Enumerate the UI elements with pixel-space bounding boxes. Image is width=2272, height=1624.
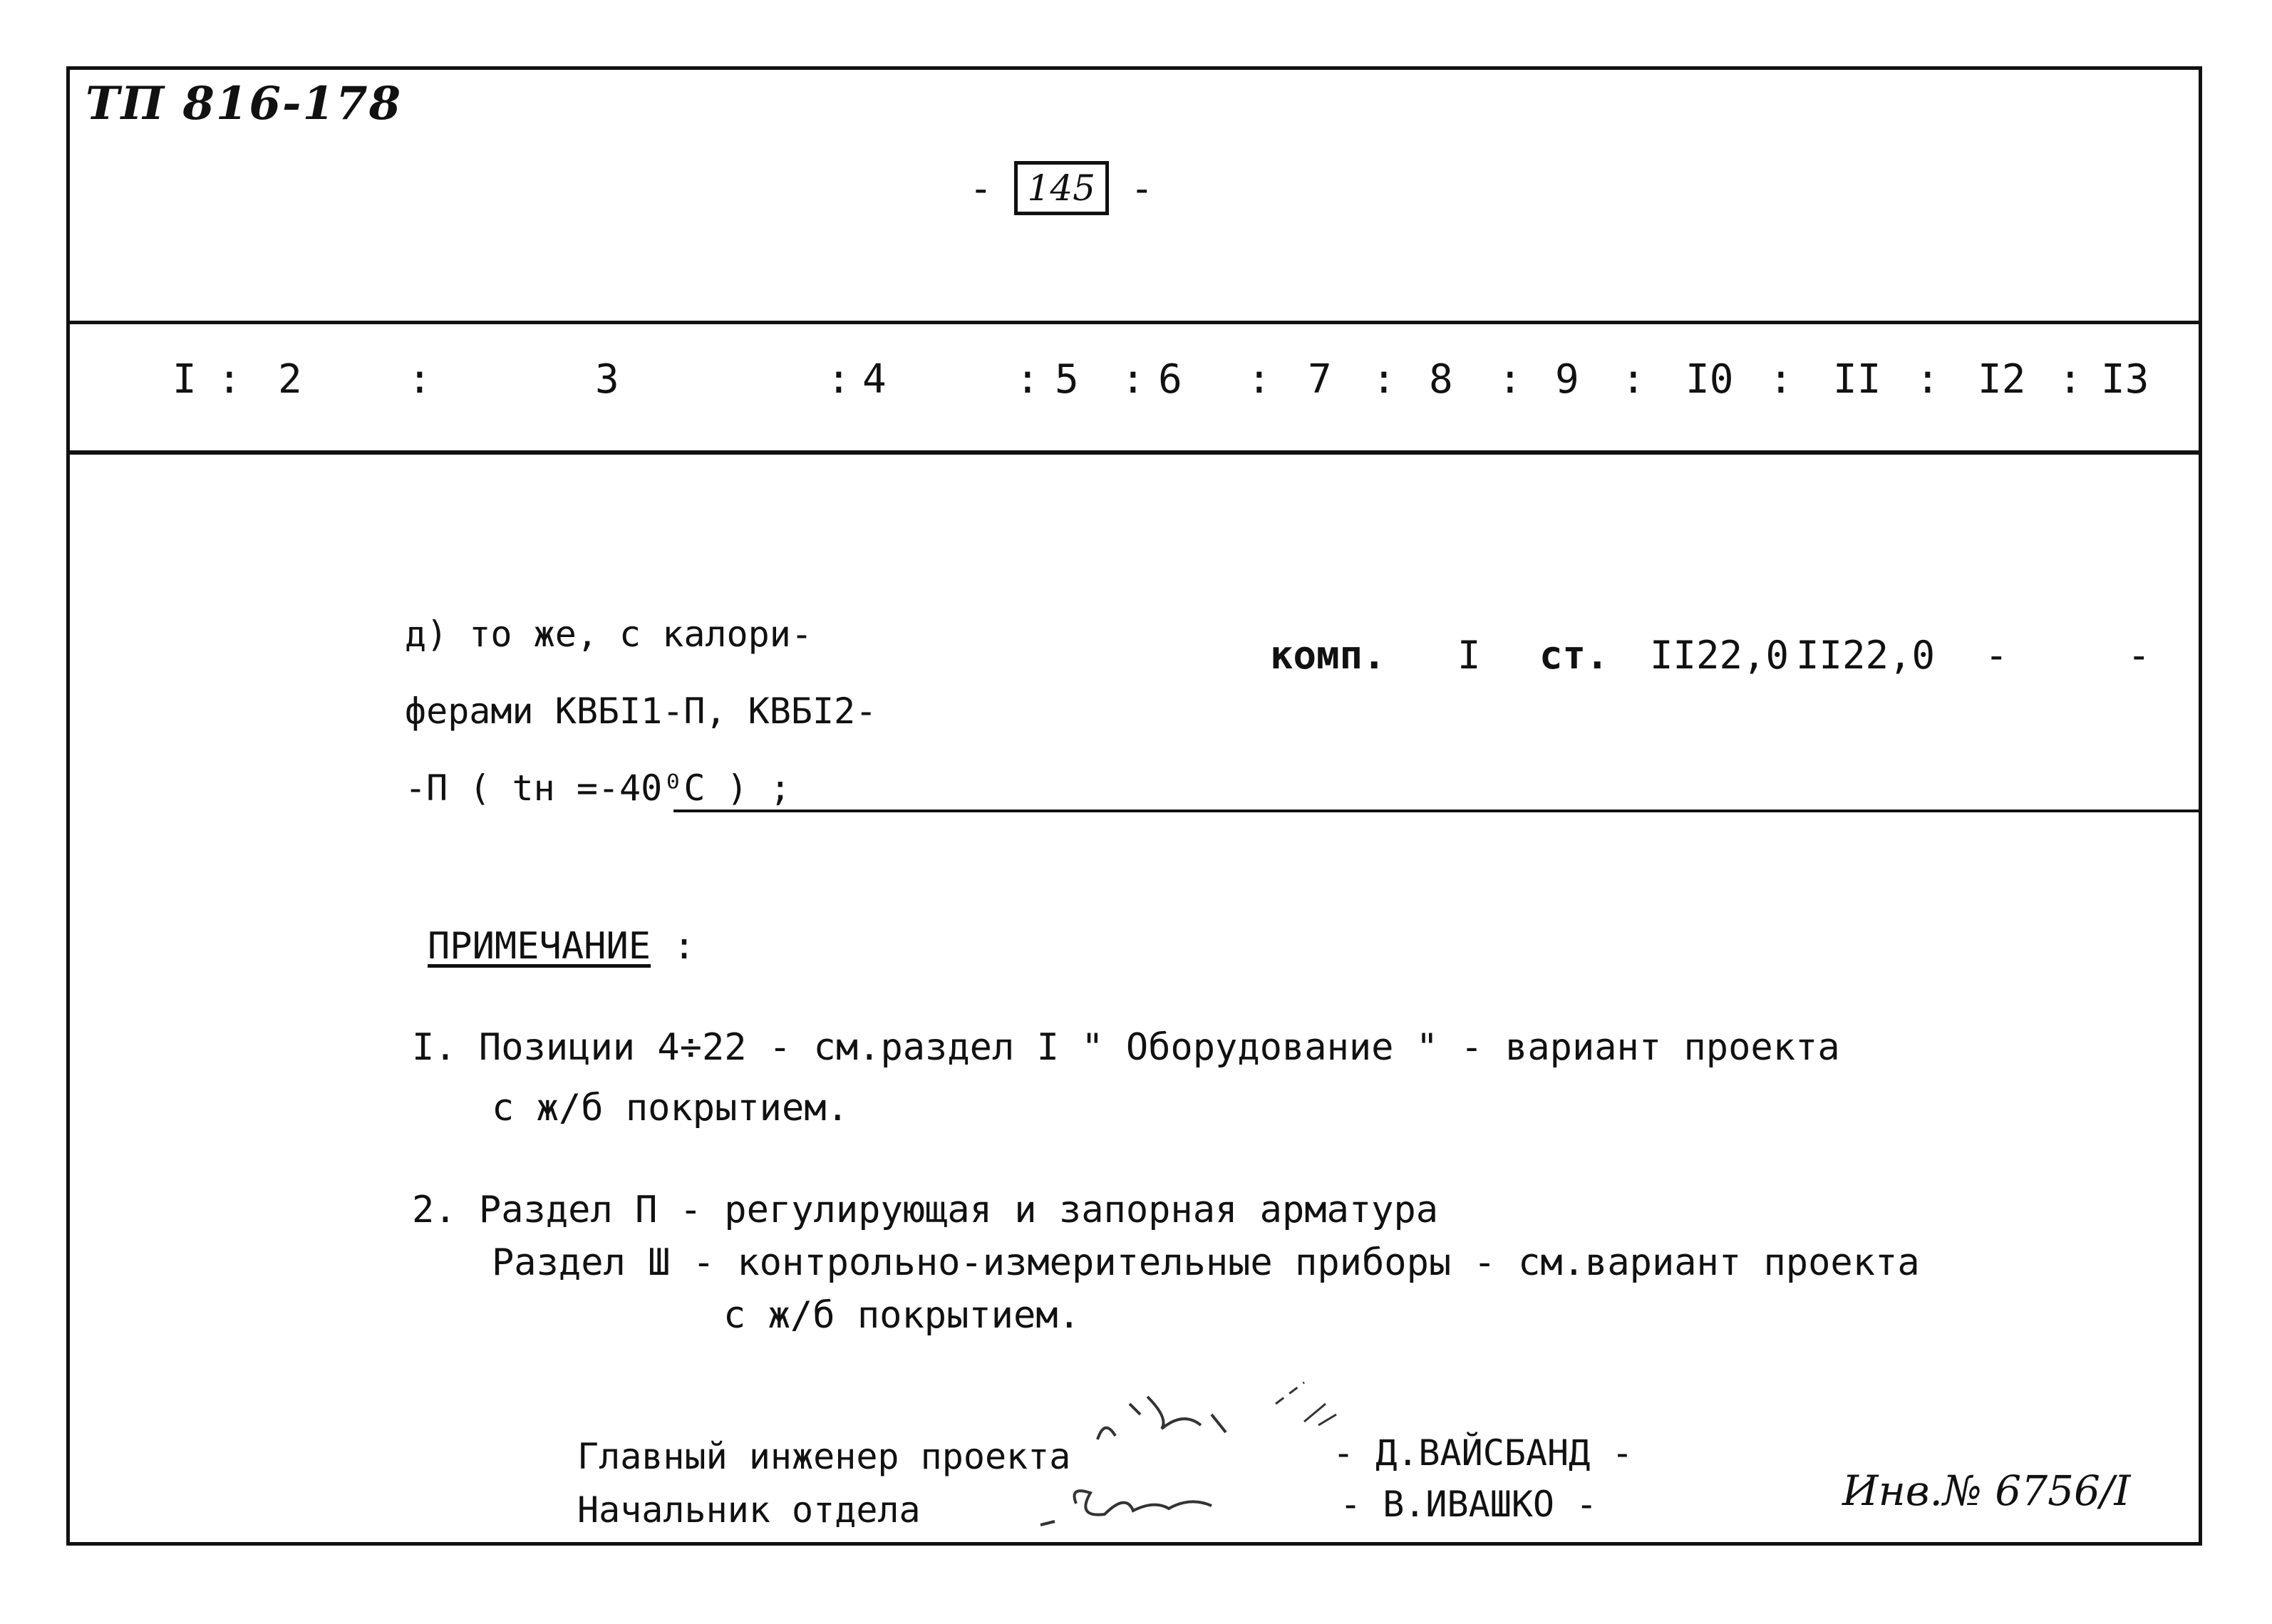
row-sub-unit: ст. <box>1539 633 1609 678</box>
header-divider <box>66 321 2202 324</box>
column-number: 5 <box>1055 356 1079 403</box>
notes-title-colon: : <box>651 925 696 968</box>
column-number: II <box>1833 356 1881 403</box>
column-number: I3 <box>2101 356 2149 403</box>
row-dash-2: - <box>2127 633 2151 678</box>
row-description-line: ферами КВБI1-П, КВБI2- <box>405 691 877 732</box>
column-number: 8 <box>1429 356 1453 403</box>
page-number-block <box>969 161 1153 215</box>
column-separator: : <box>2058 356 2082 403</box>
department-head-title: Начальник отдела <box>577 1489 921 1531</box>
note-1-line-2: с ж/б покрытием. <box>492 1087 849 1129</box>
column-separator: : <box>1016 356 1040 403</box>
chief-engineer-signature <box>1076 1375 1318 1454</box>
row-description <box>405 570 877 827</box>
columns-divider <box>66 450 2202 455</box>
note-2-line-1: 2. Раздел П - регулирующая и запорная арматура <box>412 1189 1439 1231</box>
column-number: I2 <box>1978 356 2026 403</box>
row-value-2: II22,0 <box>1796 633 1936 678</box>
column-number: 6 <box>1158 356 1182 403</box>
note-2-line-2: Раздел Ш - контрольно-измерительные приборы - см.вариант проекта <box>492 1241 1920 1284</box>
column-number: I <box>172 356 197 403</box>
row-value-1: II22,0 <box>1650 633 1790 678</box>
row-unit: комп. <box>1270 633 1386 678</box>
column-separator: : <box>1621 356 1646 403</box>
document-code: ТП 816-178 <box>86 77 403 130</box>
note-1-line-1: I. Позиции 4÷22 - см.раздел I " Оборудование " - вариант проекта <box>412 1026 1840 1069</box>
notes-title <box>428 925 696 968</box>
column-separator: : <box>1916 356 1940 403</box>
dash-left: - <box>969 165 993 211</box>
column-separator: : <box>827 356 851 403</box>
column-separator: : <box>1372 356 1396 403</box>
row-quantity: I <box>1457 633 1481 678</box>
inventory-number: Инв.№ 6756/I <box>1842 1467 2131 1515</box>
chief-engineer-name: - Д.ВАЙСБАНД - <box>1333 1432 1633 1474</box>
row-description-line: -П ( tн =-40⁰С ) ; <box>405 767 791 809</box>
row-dash-1: - <box>1985 633 2008 678</box>
department-head-name: - В.ИВАШКО - <box>1340 1484 1598 1525</box>
column-separator: : <box>1498 356 1522 403</box>
page-number: 145 <box>1014 161 1109 215</box>
column-number: 4 <box>862 356 887 403</box>
department-head-signature <box>1026 1464 1283 1536</box>
note-2-line-3: с ж/б покрытием. <box>723 1294 1080 1337</box>
column-number: I0 <box>1685 356 1734 403</box>
row-underline <box>673 810 2202 812</box>
column-separator: : <box>1121 356 1145 403</box>
column-number: 9 <box>1555 356 1579 403</box>
signature-marks <box>1297 1382 1354 1432</box>
row-description-line: д) то же, с калори- <box>405 614 812 655</box>
column-number: 7 <box>1308 356 1332 403</box>
chief-engineer-title: Главный инженер проекта <box>577 1436 1071 1477</box>
column-separator: : <box>1769 356 1793 403</box>
column-separator: : <box>217 356 242 403</box>
notes-title-text: ПРИМЕЧАНИЕ <box>428 925 651 968</box>
page-frame <box>66 66 2202 1546</box>
column-number: 3 <box>595 356 619 403</box>
dash-right: - <box>1130 165 1154 211</box>
column-number: 2 <box>278 356 302 403</box>
column-separator: : <box>408 356 432 403</box>
column-separator: : <box>1247 356 1271 403</box>
